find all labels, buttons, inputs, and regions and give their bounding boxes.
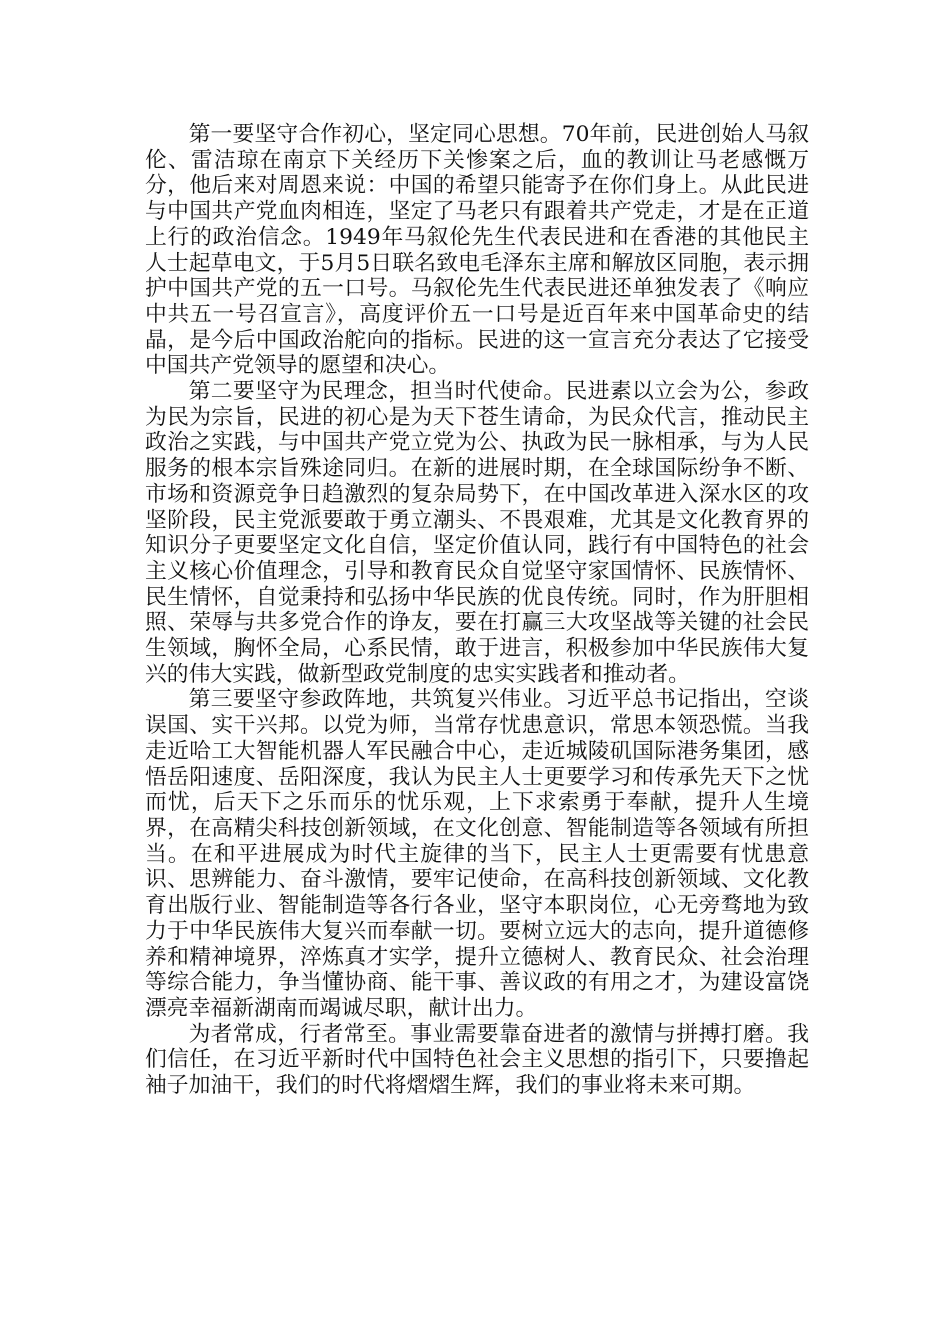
paragraph-1: 第一要坚守合作初心，坚定同心思想。70年前，民进创始人马叙伦、雷洁琼在南京下关经历下关惨案之后，血的教训让马老感慨万分，他后来对周恩来说：中国的希望只能寄予在你们身上。从此民进与中国共产党血肉相连，坚定了马老只有跟着共产党走，才是在正道上行的政治信念。1949年马叙伦先生代表民进和在香港的其他民主人士起草电文，于5月5日联名致电毛泽东主席和解放区同胞，表示拥护中国共产党的五一口号。马叙伦先生代表民进还单独发表了《响应中共五一号召宣言》，高度评价五一口号是近百年来中国革命史的结晶，是今后中国政治舵向的指标。民进的这一宣言充分表达了它接受中国共产党领导的愿望和决心。 [145, 122, 809, 379]
paragraph-3: 第三要坚守参政阵地，共筑复兴伟业。习近平总书记指出，空谈误国、实干兴邦。以党为师，当常存忧患意识，常思本领恐慌。当我走近哈工大智能机器人军民融合中心，走近城陵矶国际港务集团，感悟岳阳速度、岳阳深度，我认为民主人士更要学习和传承先天下之忧而忧，后天下之乐而乐的忧乐观，上下求索勇于奉献，提升人生境界，在高精尖科技创新领域，在文化创意、智能制造等各领域有所担当。在和平进展成为时代主旋律的当下，民主人士更需要有忧患意识、思辨能力、奋斗激情，要牢记使命，在高科技创新领域、文化教育出版行业、智能制造等各行各业，坚守本职岗位，心无旁骛地为致力于中华民族伟大复兴而奉献一切。要树立远大的志向，提升道德修养和精神境界，淬炼真才实学，提升立德树人、教育民众、社会治理等综合能力，争当懂协商、能干事、善议政的有用之才，为建设富饶漂亮幸福新湖南而竭诚尽职，献计出力。 [145, 687, 809, 1021]
document-body [145, 122, 809, 1099]
paragraph-4: 为者常成，行者常至。事业需要靠奋进者的激情与拼搏打磨。我们信任，在习近平新时代中国特色社会主义思想的指引下，只要撸起袖子加油干，我们的时代将熠熠生辉，我们的事业将未来可期。 [145, 1021, 809, 1099]
paragraph-2: 第二要坚守为民理念，担当时代使命。民进素以立会为公，参政为民为宗旨，民进的初心是为天下苍生请命，为民众代言，推动民主政治之实践，与中国共产党立党为公、执政为民一脉相承，与为人民服务的根本宗旨殊途同归。在新的进展时期，在全球国际纷争不断、市场和资源竞争日趋激烈的复杂局势下，在中国改革进入深水区的攻坚阶段，民主党派要敢于勇立潮头、不畏艰难，尤其是文化教育界的知识分子更要坚定文化自信，坚定价值认同，践行有中国特色的社会主义核心价值理念，引导和教育民众自觉坚守家国情怀、民族情怀、民生情怀，自觉秉持和弘扬中华民族的优良传统。同时，作为肝胆相照、荣辱与共多党合作的诤友，要在打赢三大攻坚战等关键的社会民生领域，胸怀全局，心系民情，敢于进言，积极参加中华民族伟大复兴的伟大实践，做新型政党制度的忠实实践者和推动者。 [145, 379, 809, 687]
